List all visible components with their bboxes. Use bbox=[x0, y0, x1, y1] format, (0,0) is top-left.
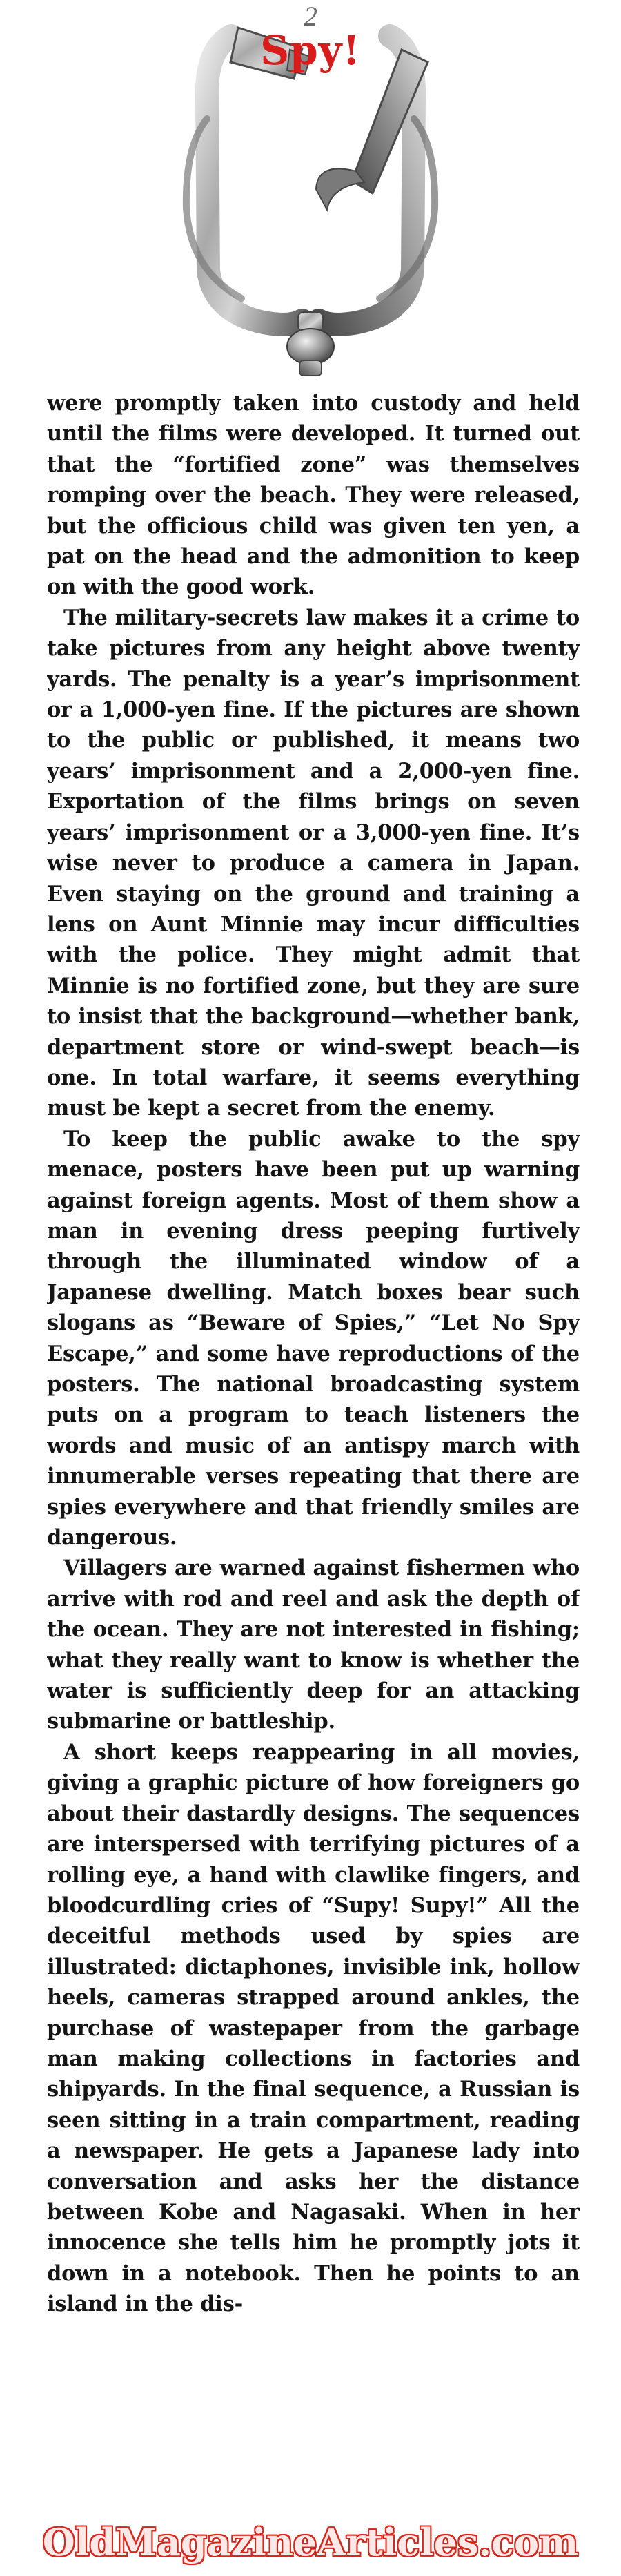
page-title: Spy! bbox=[260, 27, 361, 74]
article-paragraph: The military-secrets law makes it a crime to take pictures from any height above twenty yards. The penalty is a year’s imprisonment or a 1,000-yen fine. If the pictures are shown to the public or published, it means two years’ imprisonment and a 2,000-yen fine. Exportation of the films brings on seven years’ imprisonment or a 3,000-yen fine. It’s wise never to produce a camera in Japan. Even staying on the ground and training a lens on Aunt Minnie may incur difficulties with the police. They might admit that Minnie is no fortified zone, but they are sure to insist that the background—whether bank, department store or wind-swept beach—is one. In total warfare, it seems everything must be kept a secret from the enemy. bbox=[47, 605, 580, 1121]
site-watermark: OldMagazineArticles.com bbox=[42, 2520, 579, 2564]
article-paragraph: were promptly taken into custody and held until the films were developed. It turned out that the “fortified zone” was themselves romping over the beach. They were released, but the officious child was given ten yen, a pat on the head and the admonition to keep on with the good work. bbox=[47, 391, 580, 600]
page-number: 2 bbox=[304, 1, 317, 32]
article-paragraph: Villagers are warned against fishermen who arrive with rod and reel and ask the depth of the ocean. They are not interested in fishing; what they really want to know is whether the water is sufficiently deep for an attacking submarine or battleship. bbox=[47, 1556, 580, 1734]
article-paragraph: To keep the public awake to the spy menace, posters have been put up warning against foreign agents. Most of them show a man in evening dress peeping furtively through the illuminated window of a Japanese dwelling. Match boxes bear such slogans as “Beware of Spies,” “Let No Spy Escape,” and some have reproductions of the posters. The national broadcasting system puts on a program to teach listeners the words and music of an antispy march with innumerable verses repeating that there are spies everywhere and that friendly smiles are dangerous. bbox=[47, 1126, 580, 1551]
article-body bbox=[47, 388, 580, 2506]
article-paragraph: A short keeps reappearing in all movies, giving a graphic picture of how foreigners go about their dastardly designs. The sequences are interspersed with terrifying pictures of a rolling eye, a hand with clawlike fingers, and bloodcurdling cries of “Supy! Supy!” All the deceitful methods used by spies are illustrated: dictaphones, invisible ink, hollow heels, cameras strapped around ankles, the purchase of wastepaper from the garbage man making collections in factories and shipyards. In the final sequence, a Russian is seen sitting in a train compartment, reading a newspaper. He gets a Japanese lady into conversation and asks her the distance between Kobe and Nagasaki. When in her innocence she tells him he promptly jots it down in a notebook. Then he points to an island in the dis- bbox=[47, 1739, 580, 2317]
